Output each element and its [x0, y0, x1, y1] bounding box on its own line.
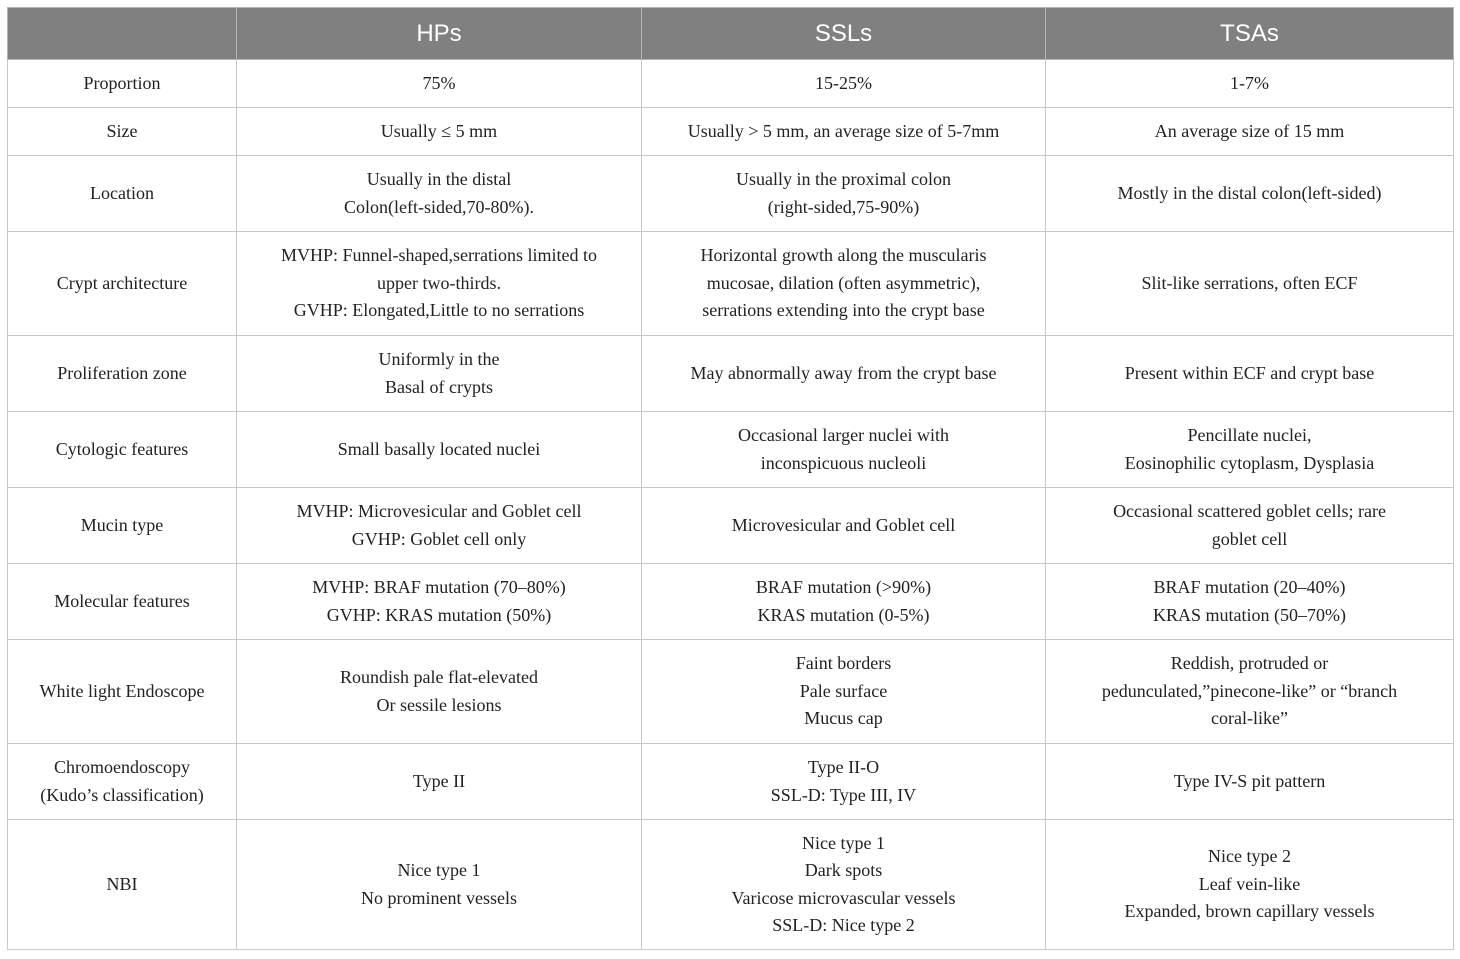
cell-tsas	[1046, 336, 1454, 412]
cell-line: Mucin type	[80, 514, 164, 535]
cell-line: SSL-D: Nice type 2	[772, 915, 915, 935]
table-row	[8, 744, 1454, 820]
cell-line: Proportion	[83, 72, 161, 93]
cell-line: Mucus cap	[804, 708, 883, 729]
header-ssls: SSLs	[642, 8, 1046, 60]
cell-line: Faint borders	[795, 653, 892, 674]
table-row	[8, 412, 1454, 488]
cell-line: Dark spots	[804, 860, 883, 880]
cell-hps	[237, 60, 642, 108]
cell-line: KRAS mutation (0-5%)	[757, 604, 930, 625]
row-label	[8, 60, 237, 108]
cell-ssls	[642, 564, 1046, 640]
row-label	[8, 640, 237, 744]
cell-ssls	[642, 820, 1046, 950]
cell-line: 75%	[422, 72, 456, 93]
cell-line: Occasional scattered goblet cells; rare	[1113, 501, 1386, 521]
table-row	[8, 60, 1454, 108]
cell-ssls	[642, 60, 1046, 108]
cell-hps	[237, 744, 642, 820]
cell-line: Type IV-S pit pattern	[1173, 770, 1326, 791]
cell-line: No prominent vessels	[361, 887, 517, 908]
cell-line: Usually ≤ 5 mm	[380, 120, 498, 141]
header-row	[8, 8, 1454, 60]
cell-line: Reddish, protruded or	[1170, 653, 1329, 674]
row-label	[8, 336, 237, 412]
cell-tsas	[1046, 108, 1454, 156]
cell-line: KRAS mutation (50–70%)	[1153, 604, 1346, 625]
cell-line: Roundish pale flat-elevated	[340, 667, 538, 687]
cell-hps	[237, 488, 642, 564]
cell-line: Horizontal growth along the muscularis	[700, 245, 987, 266]
cell-line: GVHP: Goblet cell only	[351, 528, 527, 549]
cell-line: Nice type 1	[802, 832, 885, 853]
cell-hps	[237, 108, 642, 156]
cell-hps	[237, 412, 642, 488]
cell-ssls	[642, 232, 1046, 336]
cell-ssls	[642, 108, 1046, 156]
cell-line: Leaf vein-like	[1198, 873, 1301, 894]
cell-line: White light Endoscope	[39, 680, 205, 701]
cell-ssls	[642, 744, 1046, 820]
cell-line: An average size of 15 mm	[1154, 120, 1345, 141]
cell-line: Size	[106, 120, 138, 141]
table-row	[8, 820, 1454, 950]
cell-line: Small basally located nuclei	[337, 438, 541, 459]
cell-line: BRAF mutation (>90%)	[755, 577, 932, 597]
row-label	[8, 412, 237, 488]
cell-line: Expanded, brown capillary vessels	[1124, 901, 1375, 922]
cell-line: Chromoendoscopy	[54, 757, 190, 777]
cell-line: GVHP: Elongated,Little to no serrations	[293, 300, 585, 321]
cell-line: Mostly in the distal colon(left-sided)	[1117, 182, 1382, 203]
row-label	[8, 488, 237, 564]
cell-line: Microvesicular and Goblet cell	[731, 514, 956, 535]
cell-line: coral-like”	[1211, 708, 1288, 729]
cell-ssls	[642, 336, 1046, 412]
cell-line: 1-7%	[1230, 72, 1269, 93]
cell-line: GVHP: KRAS mutation (50%)	[326, 604, 552, 625]
cell-tsas	[1046, 232, 1454, 336]
cell-line: Varicose microvascular vessels	[731, 887, 956, 908]
cell-tsas	[1046, 744, 1454, 820]
cell-line: NBI	[106, 873, 138, 894]
cell-line: Colon(left-sided,70-80%).	[344, 196, 534, 217]
cell-line: Eosinophilic cytoplasm, Dysplasia	[1124, 452, 1375, 473]
cell-hps	[237, 156, 642, 232]
cell-line: MVHP: BRAF mutation (70–80%)	[312, 577, 566, 597]
cell-line: Slit-like serrations, often ECF	[1141, 272, 1358, 293]
cell-line: Nice type 1	[397, 860, 481, 880]
cell-line: SSL-D: Type III, IV	[770, 784, 917, 805]
cell-tsas	[1046, 156, 1454, 232]
cell-line: Uniformly in the	[378, 349, 500, 369]
cell-tsas	[1046, 412, 1454, 488]
cell-line: MVHP: Microvesicular and Goblet cell	[296, 501, 582, 521]
cell-ssls	[642, 640, 1046, 744]
cell-tsas	[1046, 564, 1454, 640]
table-row	[8, 564, 1454, 640]
cell-tsas	[1046, 488, 1454, 564]
cell-line: MVHP: Funnel-shaped,serrations limited to	[281, 245, 597, 266]
table-row	[8, 108, 1454, 156]
cell-ssls	[642, 488, 1046, 564]
row-label	[8, 820, 237, 950]
table-row	[8, 488, 1454, 564]
comparison-table	[7, 7, 1454, 950]
cell-hps	[237, 820, 642, 950]
cell-line: mucosae, dilation (often asymmetric),	[706, 272, 981, 293]
cell-tsas	[1046, 640, 1454, 744]
row-label	[8, 232, 237, 336]
cell-tsas	[1046, 820, 1454, 950]
table-row	[8, 156, 1454, 232]
row-label	[8, 564, 237, 640]
cell-hps	[237, 564, 642, 640]
cell-line: 15-25%	[815, 72, 872, 93]
cell-line: Type II-O	[807, 757, 880, 777]
table-row	[8, 640, 1454, 744]
row-label	[8, 156, 237, 232]
cell-line: Usually in the proximal colon	[736, 169, 951, 189]
cell-line: (right-sided,75-90%)	[767, 196, 920, 217]
row-label	[8, 108, 237, 156]
cell-line: Usually in the distal	[366, 169, 512, 189]
cell-line: Basal of crypts	[385, 376, 493, 397]
cell-line: Usually > 5 mm, an average size of 5-7mm	[687, 120, 1000, 141]
cell-line: inconspicuous nucleoli	[760, 452, 927, 473]
cell-line: Pencillate nuclei,	[1187, 425, 1312, 445]
cell-line: (Kudo’s classification)	[40, 784, 204, 805]
cell-line: serrations extending into the crypt base	[702, 300, 985, 321]
header-corner	[8, 8, 237, 60]
table-row	[8, 336, 1454, 412]
cell-line: pedunculated,”pinecone-like” or “branch	[1101, 680, 1398, 701]
cell-ssls	[642, 412, 1046, 488]
cell-hps	[237, 232, 642, 336]
cell-line: Type II	[412, 770, 466, 791]
cell-hps	[237, 336, 642, 412]
cell-line: Cytologic features	[55, 438, 189, 459]
cell-line: Present within ECF and crypt base	[1124, 362, 1375, 383]
header-tsas: TSAs	[1046, 8, 1454, 60]
header-hps: HPs	[237, 8, 642, 60]
cell-line: Nice type 2	[1208, 846, 1291, 867]
cell-line: Occasional larger nuclei with	[737, 425, 950, 445]
cell-line: Or sessile lesions	[376, 694, 502, 715]
cell-line: Crypt architecture	[56, 272, 188, 293]
cell-line: Molecular features	[54, 590, 190, 611]
cell-line: Pale surface	[799, 680, 888, 701]
row-label	[8, 744, 237, 820]
cell-line: goblet cell	[1211, 528, 1288, 549]
cell-line: upper two-thirds.	[377, 272, 501, 293]
table-row	[8, 232, 1454, 336]
cell-line: BRAF mutation (20–40%)	[1153, 577, 1346, 597]
cell-line: May abnormally away from the crypt base	[690, 362, 997, 383]
cell-hps	[237, 640, 642, 744]
cell-line: Proliferation zone	[57, 362, 187, 383]
cell-line: Location	[90, 182, 154, 203]
cell-tsas	[1046, 60, 1454, 108]
cell-ssls	[642, 156, 1046, 232]
table-body	[8, 60, 1454, 950]
